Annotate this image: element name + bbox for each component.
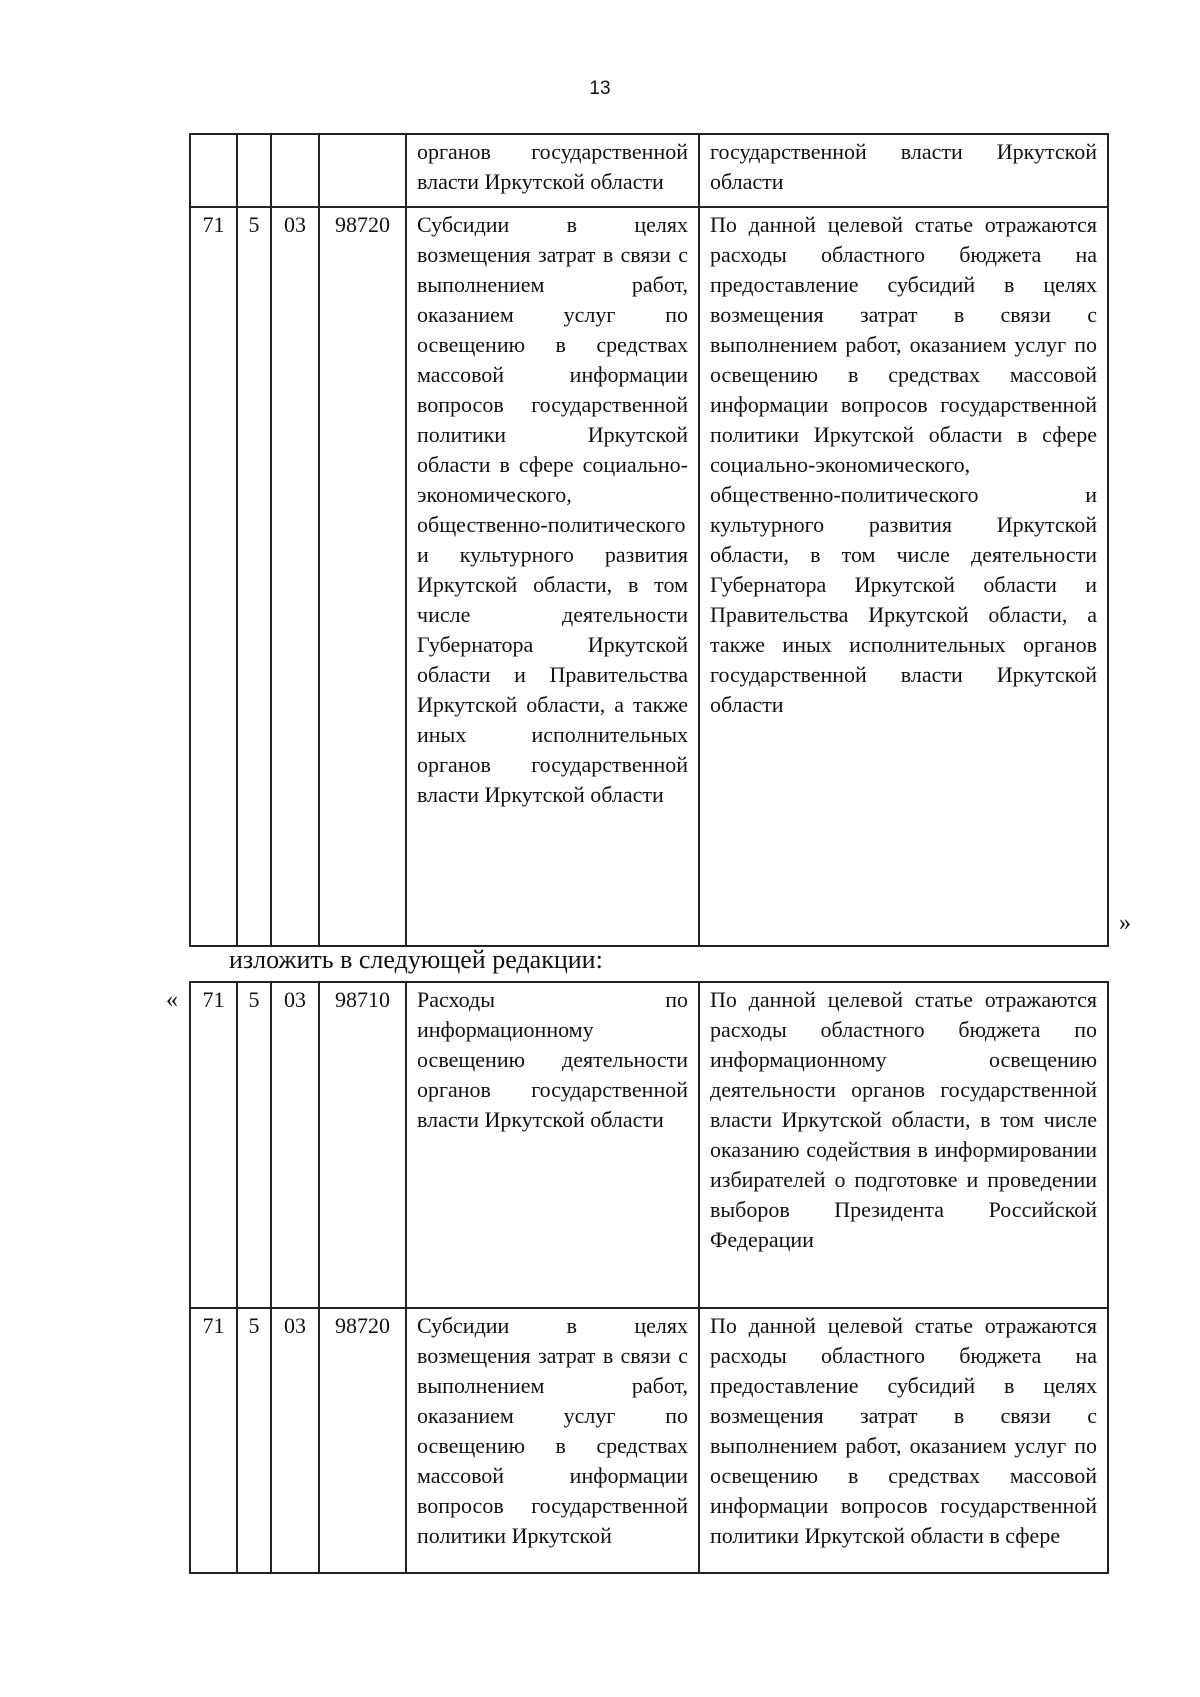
- code-cell-program: 71: [190, 207, 237, 946]
- code-cell-direction: [319, 134, 406, 207]
- article-name-cell: Расходы по информационному освещению деятельности органов государственной власти Иркутской области: [406, 982, 699, 1308]
- code-cell-program: 71: [190, 1308, 237, 1573]
- article-description-cell: государственной власти Иркутской области: [699, 134, 1108, 207]
- budget-code-table-new: [189, 981, 1109, 1574]
- code-cell-direction: 98720: [319, 207, 406, 946]
- article-description-cell: По данной целевой статье отражаются расходы областного бюджета на предоставление субсидий в целях возмещения затрат в связи с выполнением работ, оказанием услуг по освещению в средствах массовой информации вопросов государственной политики Иркутской области в сфере: [699, 1308, 1108, 1573]
- code-cell-activity: 03: [271, 207, 319, 946]
- table-row: [190, 1308, 1108, 1573]
- opening-quote: «: [166, 987, 178, 1013]
- page-number: 13: [589, 78, 611, 99]
- budget-code-table-previous: [189, 133, 1109, 947]
- article-description-cell: По данной целевой статье отражаются расходы областного бюджета на предоставление субсидий в целях возмещения затрат в связи с выполнением работ, оказанием услуг по освещению в средствах массовой информации вопросов государственной политики Иркутской области в сфере социально-экономического, общественно-политического и культурного развития Иркутской области, в том числе деятельности Губернатора Иркутской области и Правительства Иркутской области, а также иных исполнительных органов государственной власти Иркутской области: [699, 207, 1108, 946]
- table-row: [190, 134, 1108, 207]
- code-cell-direction: 98710: [319, 982, 406, 1308]
- article-name-cell: Субсидии в целях возмещения затрат в связи с выполнением работ, оказанием услуг по освещению в средствах массовой информации вопросов государственной политики Иркутской области в сфере социально-экономического, общественно-политического и культурного развития Иркутской области, в том числе деятельности Губернатора Иркутской области и Правительства Иркутской области, а также иных исполнительных органов государственной власти Иркутской области: [406, 207, 699, 946]
- code-cell-activity: 03: [271, 1308, 319, 1573]
- code-cell-subprogram: 5: [237, 1308, 271, 1573]
- code-cell-subprogram: 5: [237, 982, 271, 1308]
- code-cell-activity: [271, 134, 319, 207]
- table-row: [190, 207, 1108, 946]
- code-cell-direction: 98720: [319, 1308, 406, 1573]
- amendment-instruction: изложить в следующей редакции:: [229, 945, 603, 974]
- code-cell-subprogram: 5: [237, 207, 271, 946]
- code-cell-activity: 03: [271, 982, 319, 1308]
- code-cell-program: 71: [190, 982, 237, 1308]
- article-name-cell: Субсидии в целях возмещения затрат в связи с выполнением работ, оказанием услуг по освещению в средствах массовой информации вопросов государственной политики Иркутской: [406, 1308, 699, 1573]
- code-cell-program: [190, 134, 237, 207]
- table-row: [190, 982, 1108, 1308]
- article-name-cell: органов государственной власти Иркутской области: [406, 134, 699, 207]
- article-description-cell: По данной целевой статье отражаются расходы областного бюджета по информационному освещению деятельности органов государственной власти Иркутской области, в том числе оказанию содействия в информировании избирателей о подготовке и проведении выборов Президента Российской Федерации: [699, 982, 1108, 1308]
- code-cell-subprogram: [237, 134, 271, 207]
- closing-quote: »: [1119, 910, 1131, 936]
